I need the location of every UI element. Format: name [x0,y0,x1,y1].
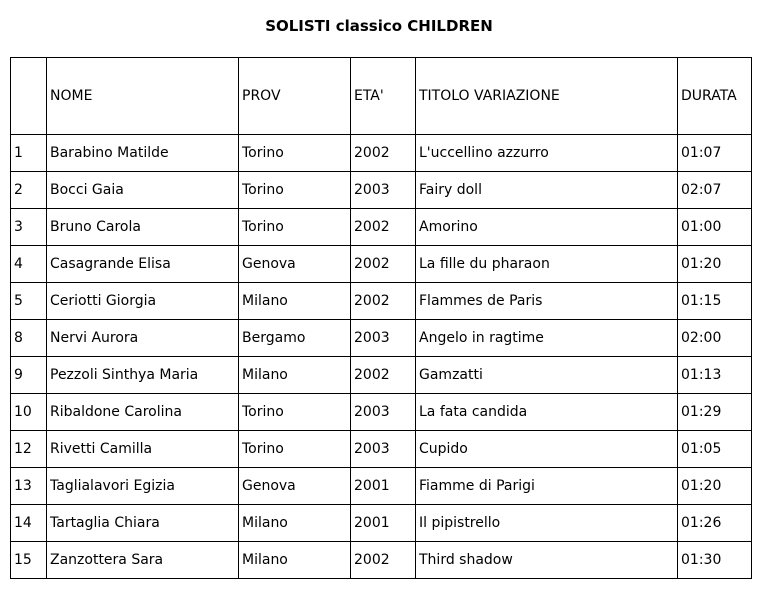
cell-number: 2 [11,172,47,209]
header-cell-titolo-variazione: TITOLO VARIAZIONE [416,58,678,135]
cell-prov: Milano [239,283,351,320]
cell-eta: 2002 [351,542,416,579]
cell-number: 14 [11,505,47,542]
cell-titolo-variazione: Cupido [416,431,678,468]
cell-prov: Torino [239,172,351,209]
cell-nome: Zanzottera Sara [47,542,239,579]
cell-prov: Torino [239,209,351,246]
cell-durata: 01:13 [678,357,752,394]
table-row [11,468,752,505]
cell-number: 12 [11,431,47,468]
cell-titolo-variazione: Il pipistrello [416,505,678,542]
cell-nome: Casagrande Elisa [47,246,239,283]
cell-titolo-variazione: Gamzatti [416,357,678,394]
cell-titolo-variazione: L'uccellino azzurro [416,135,678,172]
cell-nome: Bocci Gaia [47,172,239,209]
cell-prov: Genova [239,246,351,283]
cell-eta: 2002 [351,246,416,283]
table-row [11,431,752,468]
cell-durata: 01:00 [678,209,752,246]
cell-durata: 01:15 [678,283,752,320]
cell-durata: 01:07 [678,135,752,172]
cell-prov: Bergamo [239,320,351,357]
cell-number: 5 [11,283,47,320]
cell-nome: Rivetti Camilla [47,431,239,468]
table-row [11,542,752,579]
cell-titolo-variazione: Third shadow [416,542,678,579]
cell-number: 4 [11,246,47,283]
cell-prov: Milano [239,542,351,579]
cell-nome: Taglialavori Egizia [47,468,239,505]
cell-number: 1 [11,135,47,172]
cell-titolo-variazione: La fata candida [416,394,678,431]
cell-durata: 01:29 [678,394,752,431]
cell-titolo-variazione: Flammes de Paris [416,283,678,320]
cell-nome: Pezzoli Sinthya Maria [47,357,239,394]
cell-durata: 01:26 [678,505,752,542]
cell-eta: 2003 [351,394,416,431]
header-cell-eta: ETA' [351,58,416,135]
cell-nome: Ribaldone Carolina [47,394,239,431]
cell-titolo-variazione: Amorino [416,209,678,246]
table-row [11,394,752,431]
cell-number: 8 [11,320,47,357]
participants-table [10,57,752,579]
header-cell-prov: PROV [239,58,351,135]
cell-nome: Barabino Matilde [47,135,239,172]
cell-eta: 2001 [351,505,416,542]
cell-prov: Milano [239,505,351,542]
cell-durata: 02:00 [678,320,752,357]
cell-durata: 02:07 [678,172,752,209]
cell-number: 9 [11,357,47,394]
cell-nome: Nervi Aurora [47,320,239,357]
cell-durata: 01:20 [678,468,752,505]
cell-nome: Tartaglia Chiara [47,505,239,542]
cell-eta: 2002 [351,209,416,246]
table-row [11,246,752,283]
table-header-row [11,58,752,135]
cell-eta: 2003 [351,172,416,209]
header-cell-durata: DURATA [678,58,752,135]
document-title: SOLISTI classico CHILDREN [265,17,493,35]
cell-titolo-variazione: La fille du pharaon [416,246,678,283]
table-row [11,505,752,542]
table-row [11,320,752,357]
cell-eta: 2002 [351,357,416,394]
table-row [11,283,752,320]
cell-eta: 2001 [351,468,416,505]
cell-number: 15 [11,542,47,579]
cell-eta: 2003 [351,320,416,357]
cell-nome: Ceriotti Giorgia [47,283,239,320]
table-row [11,209,752,246]
cell-titolo-variazione: Angelo in ragtime [416,320,678,357]
cell-titolo-variazione: Fiamme di Parigi [416,468,678,505]
cell-prov: Torino [239,394,351,431]
cell-eta: 2002 [351,283,416,320]
cell-titolo-variazione: Fairy doll [416,172,678,209]
header-cell-nome: NOME [47,58,239,135]
table-row [11,172,752,209]
table-row [11,135,752,172]
cell-eta: 2003 [351,431,416,468]
table-body [11,58,752,579]
cell-durata: 01:20 [678,246,752,283]
cell-nome: Bruno Carola [47,209,239,246]
cell-prov: Torino [239,135,351,172]
header-cell-number [11,58,47,135]
cell-eta: 2002 [351,135,416,172]
table-row [11,357,752,394]
cell-prov: Milano [239,357,351,394]
cell-number: 10 [11,394,47,431]
cell-number: 3 [11,209,47,246]
cell-durata: 01:05 [678,431,752,468]
cell-prov: Genova [239,468,351,505]
cell-number: 13 [11,468,47,505]
cell-durata: 01:30 [678,542,752,579]
cell-prov: Torino [239,431,351,468]
